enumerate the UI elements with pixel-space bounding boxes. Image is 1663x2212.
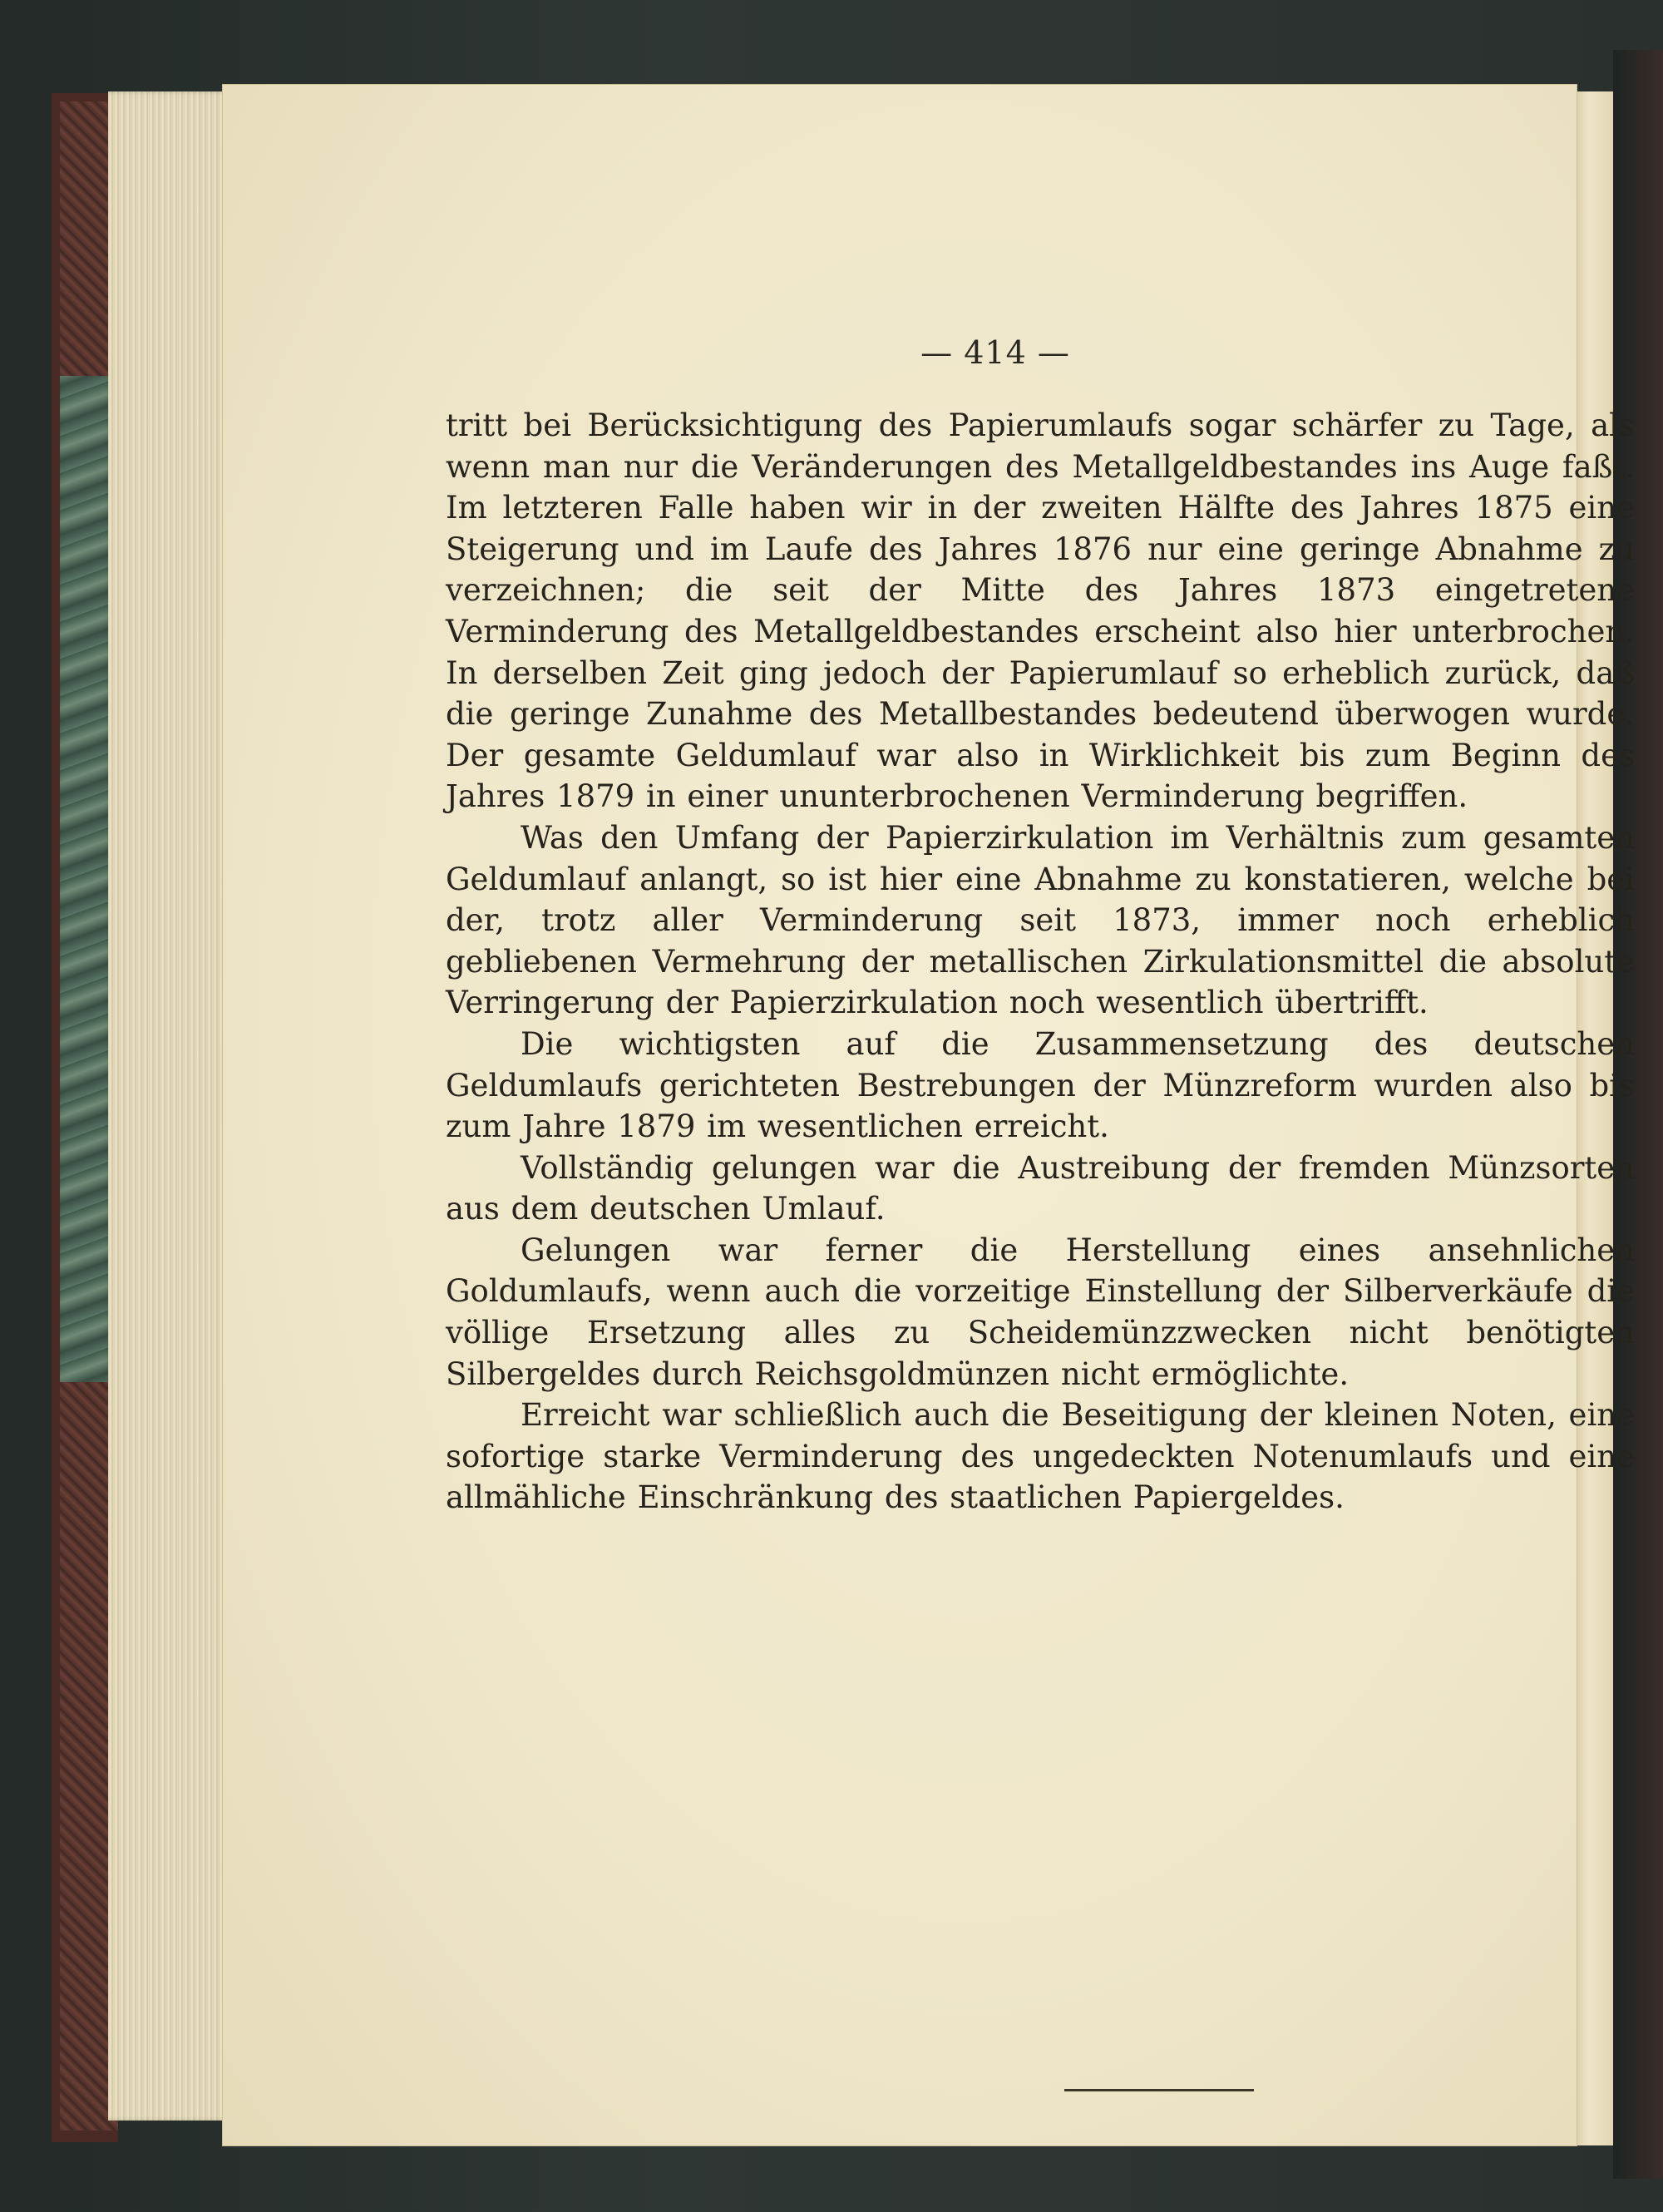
paragraph: Vollständig gelungen war die Austreibung der fremden Münzsorten aus dem deutschen Umlauf. — [446, 1149, 1635, 1227]
paragraph: Gelungen war ferner die Herstellung eines ansehnlichen Goldumlaufs, wenn auch die vorzeitige Einstellung der Silberverkäufe die völlige Ersetzung alles zu Scheidemünzzwecken nicht benötigten Silbergeldes durch Reichsgoldmünzen nicht ermöglichte. — [446, 1232, 1635, 1392]
page-number: — 414 — — [920, 334, 1070, 371]
section-end-rule — [1064, 2089, 1254, 2091]
paragraph: tritt bei Berücksichtigung des Papierumlaufs sogar schärfer zu Tage, als wenn man nur die Veränderungen des Metallgeldbestandes ins Auge faßt. Im letzteren Falle haben wir in der zweiten Hälfte des Jahres 1875 eine Steigerung und im Laufe des Jahres 1876 nur eine geringe Abnahme zu verzeichnen; die seit der Mitte des Jahres 1873 eingetretene Verminderung des Metallgeldbestandes erscheint also hier unterbrochen. In derselben Zeit ging jedoch der Papierumlauf so erheblich zurück, daß die geringe Zunahme des Metallbestandes bedeutend überwogen wurde. Der gesamte Geldumlauf war also in Wirklichkeit bis zum Beginn des Jahres 1879 in einer ununterbrochenen Verminderung begriffen. — [446, 407, 1635, 815]
book-page — [223, 85, 1635, 2145]
body-text — [446, 405, 1635, 1518]
paragraph: Erreicht war schließlich auch die Beseitigung der kleinen Noten, eine sofortige starke Verminderung des ungedeckten Notenumlaufs und eine allmähliche Einschränkung des staatlichen Papiergeldes. — [446, 1397, 1635, 1516]
paragraph: Was den Umfang der Papierzirkulation im Verhältnis zum gesamten Geldumlauf anlangt, so ist hier eine Abnahme zu konstatieren, welche bei der, trotz aller Verminderung seit 1873, immer noch erheblich gebliebenen Vermehrung der metallischen Zirkulationsmittel die absolute Verringerung der Papierzirkulation noch wesentlich übertrifft. — [446, 819, 1635, 1021]
page-edges-stack — [108, 91, 233, 2121]
paragraph: Die wichtigsten auf die Zusammensetzung des deutschen Geldumlaufs gerichteten Bestrebungen der Münzreform wurden also bis zum Jahre 1879 im wesentlichen erreicht. — [446, 1025, 1635, 1145]
